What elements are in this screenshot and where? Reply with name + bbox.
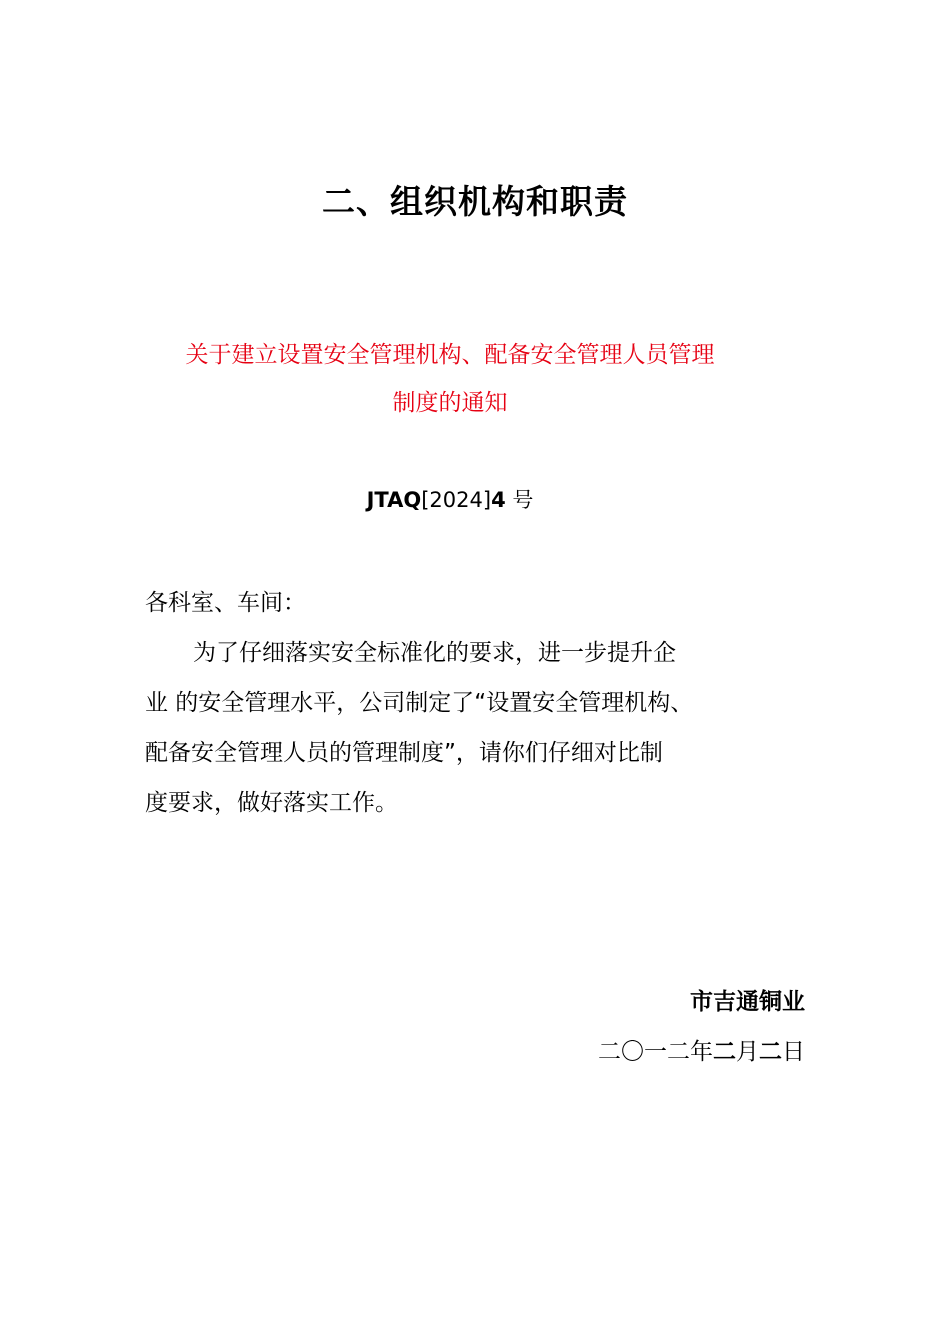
section-title: 二、组织机构和职责 (322, 182, 628, 221)
date-year: 二〇一二年 (598, 1039, 713, 1065)
notice-title-line2: 制度的通知 (392, 390, 508, 416)
signature-organization: 市吉通铜业 (690, 989, 805, 1015)
doc-number-year: [2024] (421, 488, 492, 512)
body-line: 为了仔细落实安全标准化的要求，进一步提升企 (193, 640, 676, 666)
doc-number-prefix: JTAQ (366, 488, 422, 512)
date-month-number: 二 (713, 1039, 736, 1065)
doc-number-suffix: 号 (512, 488, 534, 512)
signature-date (598, 1033, 805, 1066)
notice-title-line1: 关于建立设置安全管理机构、配备安全管理人员管理 (185, 342, 715, 368)
document-number (0, 484, 900, 514)
body-line: 度要求，做好落实工作。 (145, 790, 398, 816)
body-line: 业 的安全管理水平，公司制定了“设置安全管理机构、 (145, 690, 694, 716)
date-month-label: 月 (736, 1039, 759, 1065)
date-day-label: 日 (782, 1039, 805, 1065)
greeting: 各科室、车间： (145, 590, 306, 616)
date-day-number: 二 (759, 1039, 782, 1065)
doc-number-num: 4 (491, 488, 506, 512)
body-line: 配备安全管理人员的管理制度”，请你们仔细对比制 (145, 740, 663, 766)
